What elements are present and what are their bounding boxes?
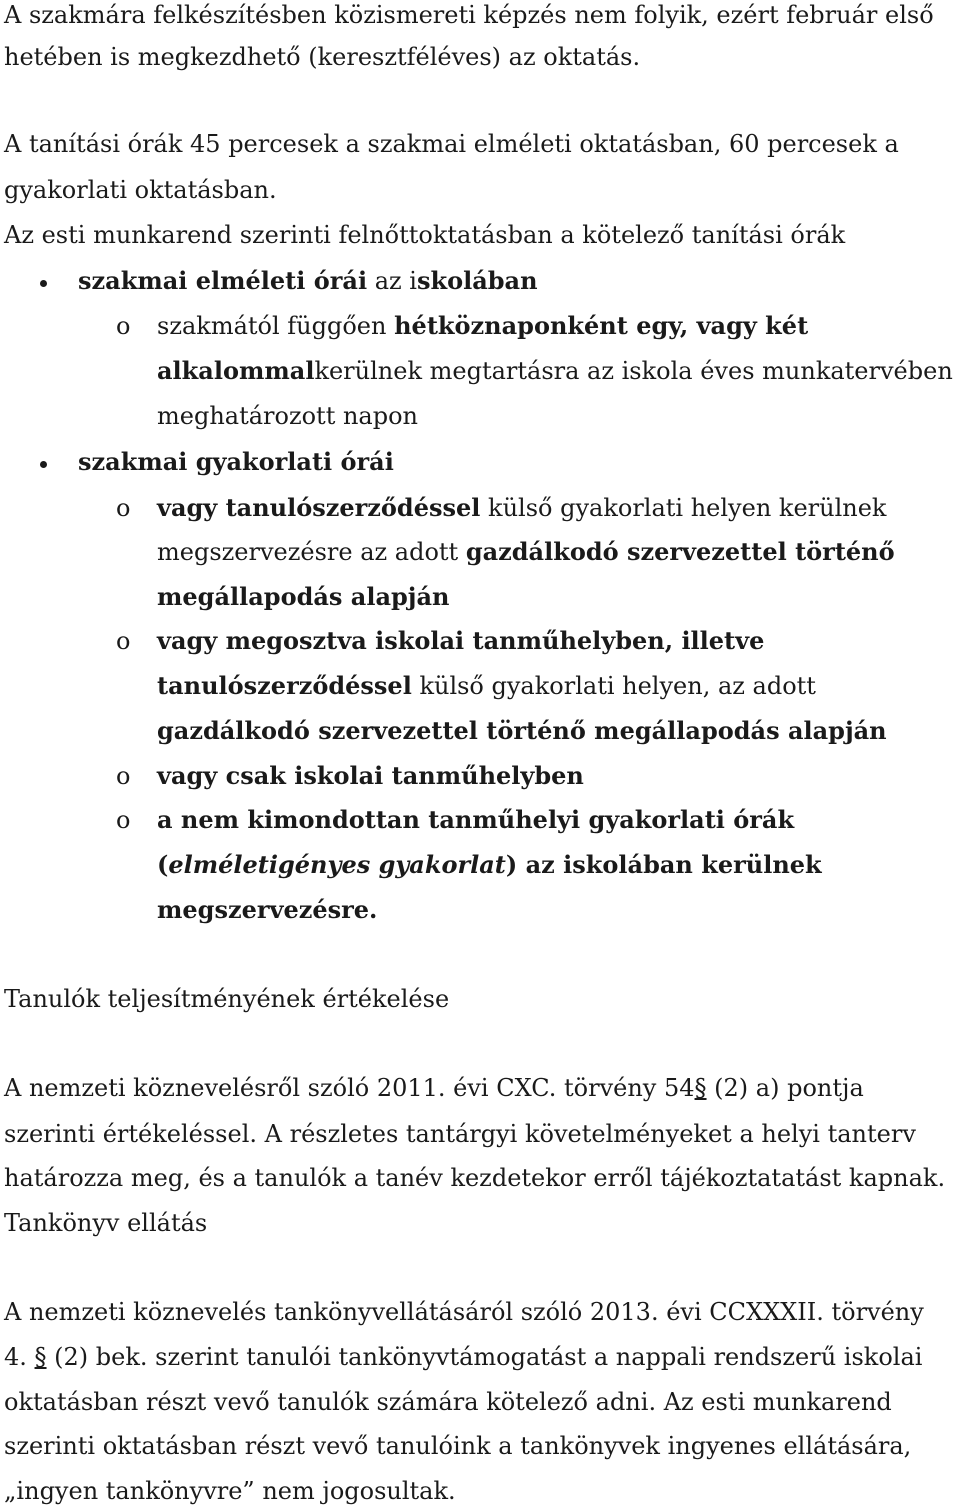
sub-list-marker: o bbox=[116, 627, 131, 655]
paragraph-line: határozza meg, és a tanulók a tanév kezdetekor erről tájékoztatatást kapnak. bbox=[4, 1164, 946, 1192]
paragraph-line: A szakmára felkészítésben közismereti képzés nem folyik, ezért február első bbox=[4, 1, 934, 29]
sub-list-item-cont bbox=[157, 671, 816, 701]
paren-open: ( bbox=[157, 850, 169, 879]
sub-list-text: megszervezésre az adott bbox=[157, 538, 466, 566]
sub-list-text: kerülnek megtartásra az iskola éves munkatervében bbox=[314, 357, 953, 385]
paragraph-text: 4. bbox=[4, 1343, 35, 1371]
paragraph-text: A nemzeti köznevelésről szóló 2011. évi CXC. törvény 54 bbox=[4, 1074, 695, 1102]
sub-list-item-cont: gazdálkodó szervezettel történő megállapodás alapján bbox=[157, 716, 887, 745]
list-item-text: az i bbox=[367, 267, 417, 295]
bullet-icon bbox=[40, 461, 47, 468]
paragraph-line: gyakorlati oktatásban. bbox=[4, 176, 277, 204]
paragraph-line bbox=[4, 1342, 922, 1372]
paragraph-line: A nemzeti köznevelés tankönyvellátásáról szóló 2013. évi CCXXXII. törvény bbox=[4, 1298, 924, 1326]
sub-list-item-cont: meghatározott napon bbox=[157, 402, 419, 430]
paragraph-text: (2) a) pontja bbox=[706, 1074, 864, 1102]
sub-list-item bbox=[157, 493, 886, 523]
sub-list-item-cont bbox=[157, 537, 895, 567]
sub-list-item-cont: megszervezésre. bbox=[157, 895, 378, 924]
sub-list-italic: elméletigényes gyakorlat bbox=[168, 850, 506, 879]
sub-list-item-cont: megállapodás alapján bbox=[157, 582, 450, 611]
paragraph-line: szerinti oktatásban részt vevő tanulóink a tankönyvek ingyenes ellátására, bbox=[4, 1432, 912, 1460]
list-item: szakmai gyakorlati órái bbox=[78, 447, 394, 476]
sub-list-text: külső gyakorlati helyen, az adott bbox=[411, 672, 816, 700]
paragraph-line: hetében is megkezdhető (keresztféléves) az oktatás. bbox=[4, 43, 641, 71]
sub-list-item: vagy csak iskolai tanműhelyben bbox=[157, 761, 584, 790]
sub-list-item bbox=[157, 311, 808, 341]
sub-list-bold: tanulószerződéssel bbox=[157, 671, 412, 700]
section-symbol: § bbox=[694, 1074, 707, 1102]
sub-list-item-cont bbox=[157, 850, 822, 880]
sub-list-bold: ) az iskolában kerülnek bbox=[505, 850, 822, 879]
paragraph-line: szerinti értékeléssel. A részletes tantárgyi követelményeket a helyi tanterv bbox=[4, 1120, 916, 1148]
paragraph-line: Az esti munkarend szerinti felnőttoktatásban a kötelező tanítási órák bbox=[4, 221, 846, 249]
section-heading: Tankönyv ellátás bbox=[4, 1209, 208, 1237]
list-item-bold: skolában bbox=[416, 266, 538, 295]
sub-list-item-cont bbox=[157, 356, 953, 386]
sub-list-marker: o bbox=[116, 312, 131, 340]
section-heading: Tanulók teljesítményének értékelése bbox=[4, 985, 450, 1013]
sub-list-item: vagy megosztva iskolai tanműhelyben, illetve bbox=[157, 626, 765, 655]
sub-list-text: szakmától függően bbox=[157, 312, 395, 340]
sub-list-marker: o bbox=[116, 762, 131, 790]
paragraph-line bbox=[4, 1073, 864, 1103]
section-symbol: § bbox=[34, 1343, 47, 1371]
sub-list-item: a nem kimondottan tanműhelyi gyakorlati órák bbox=[157, 805, 795, 834]
paragraph-line: oktatásban részt vevő tanulók számára kötelező adni. Az esti munkarend bbox=[4, 1388, 892, 1416]
list-item-bold: szakmai elméleti órái bbox=[78, 266, 368, 295]
list-item bbox=[78, 266, 538, 296]
sub-list-marker: o bbox=[116, 806, 131, 834]
sub-list-bold: hétköznaponként egy, vagy két bbox=[394, 311, 809, 340]
paragraph-text: (2) bek. szerint tanulói tankönyvtámogatást a nappali rendszerű iskolai bbox=[46, 1343, 923, 1371]
sub-list-text: külső gyakorlati helyen kerülnek bbox=[480, 494, 887, 522]
paragraph-line: A tanítási órák 45 percesek a szakmai elméleti oktatásban, 60 percesek a bbox=[4, 130, 899, 158]
sub-list-bold: alkalommal bbox=[157, 356, 315, 385]
paragraph-line: „ingyen tankönyvre” nem jogosultak. bbox=[4, 1477, 456, 1505]
sub-list-bold: gazdálkodó szervezettel történő bbox=[465, 537, 895, 566]
sub-list-bold: vagy tanulószerződéssel bbox=[157, 493, 481, 522]
bullet-icon bbox=[40, 280, 47, 287]
sub-list-marker: o bbox=[116, 494, 131, 522]
